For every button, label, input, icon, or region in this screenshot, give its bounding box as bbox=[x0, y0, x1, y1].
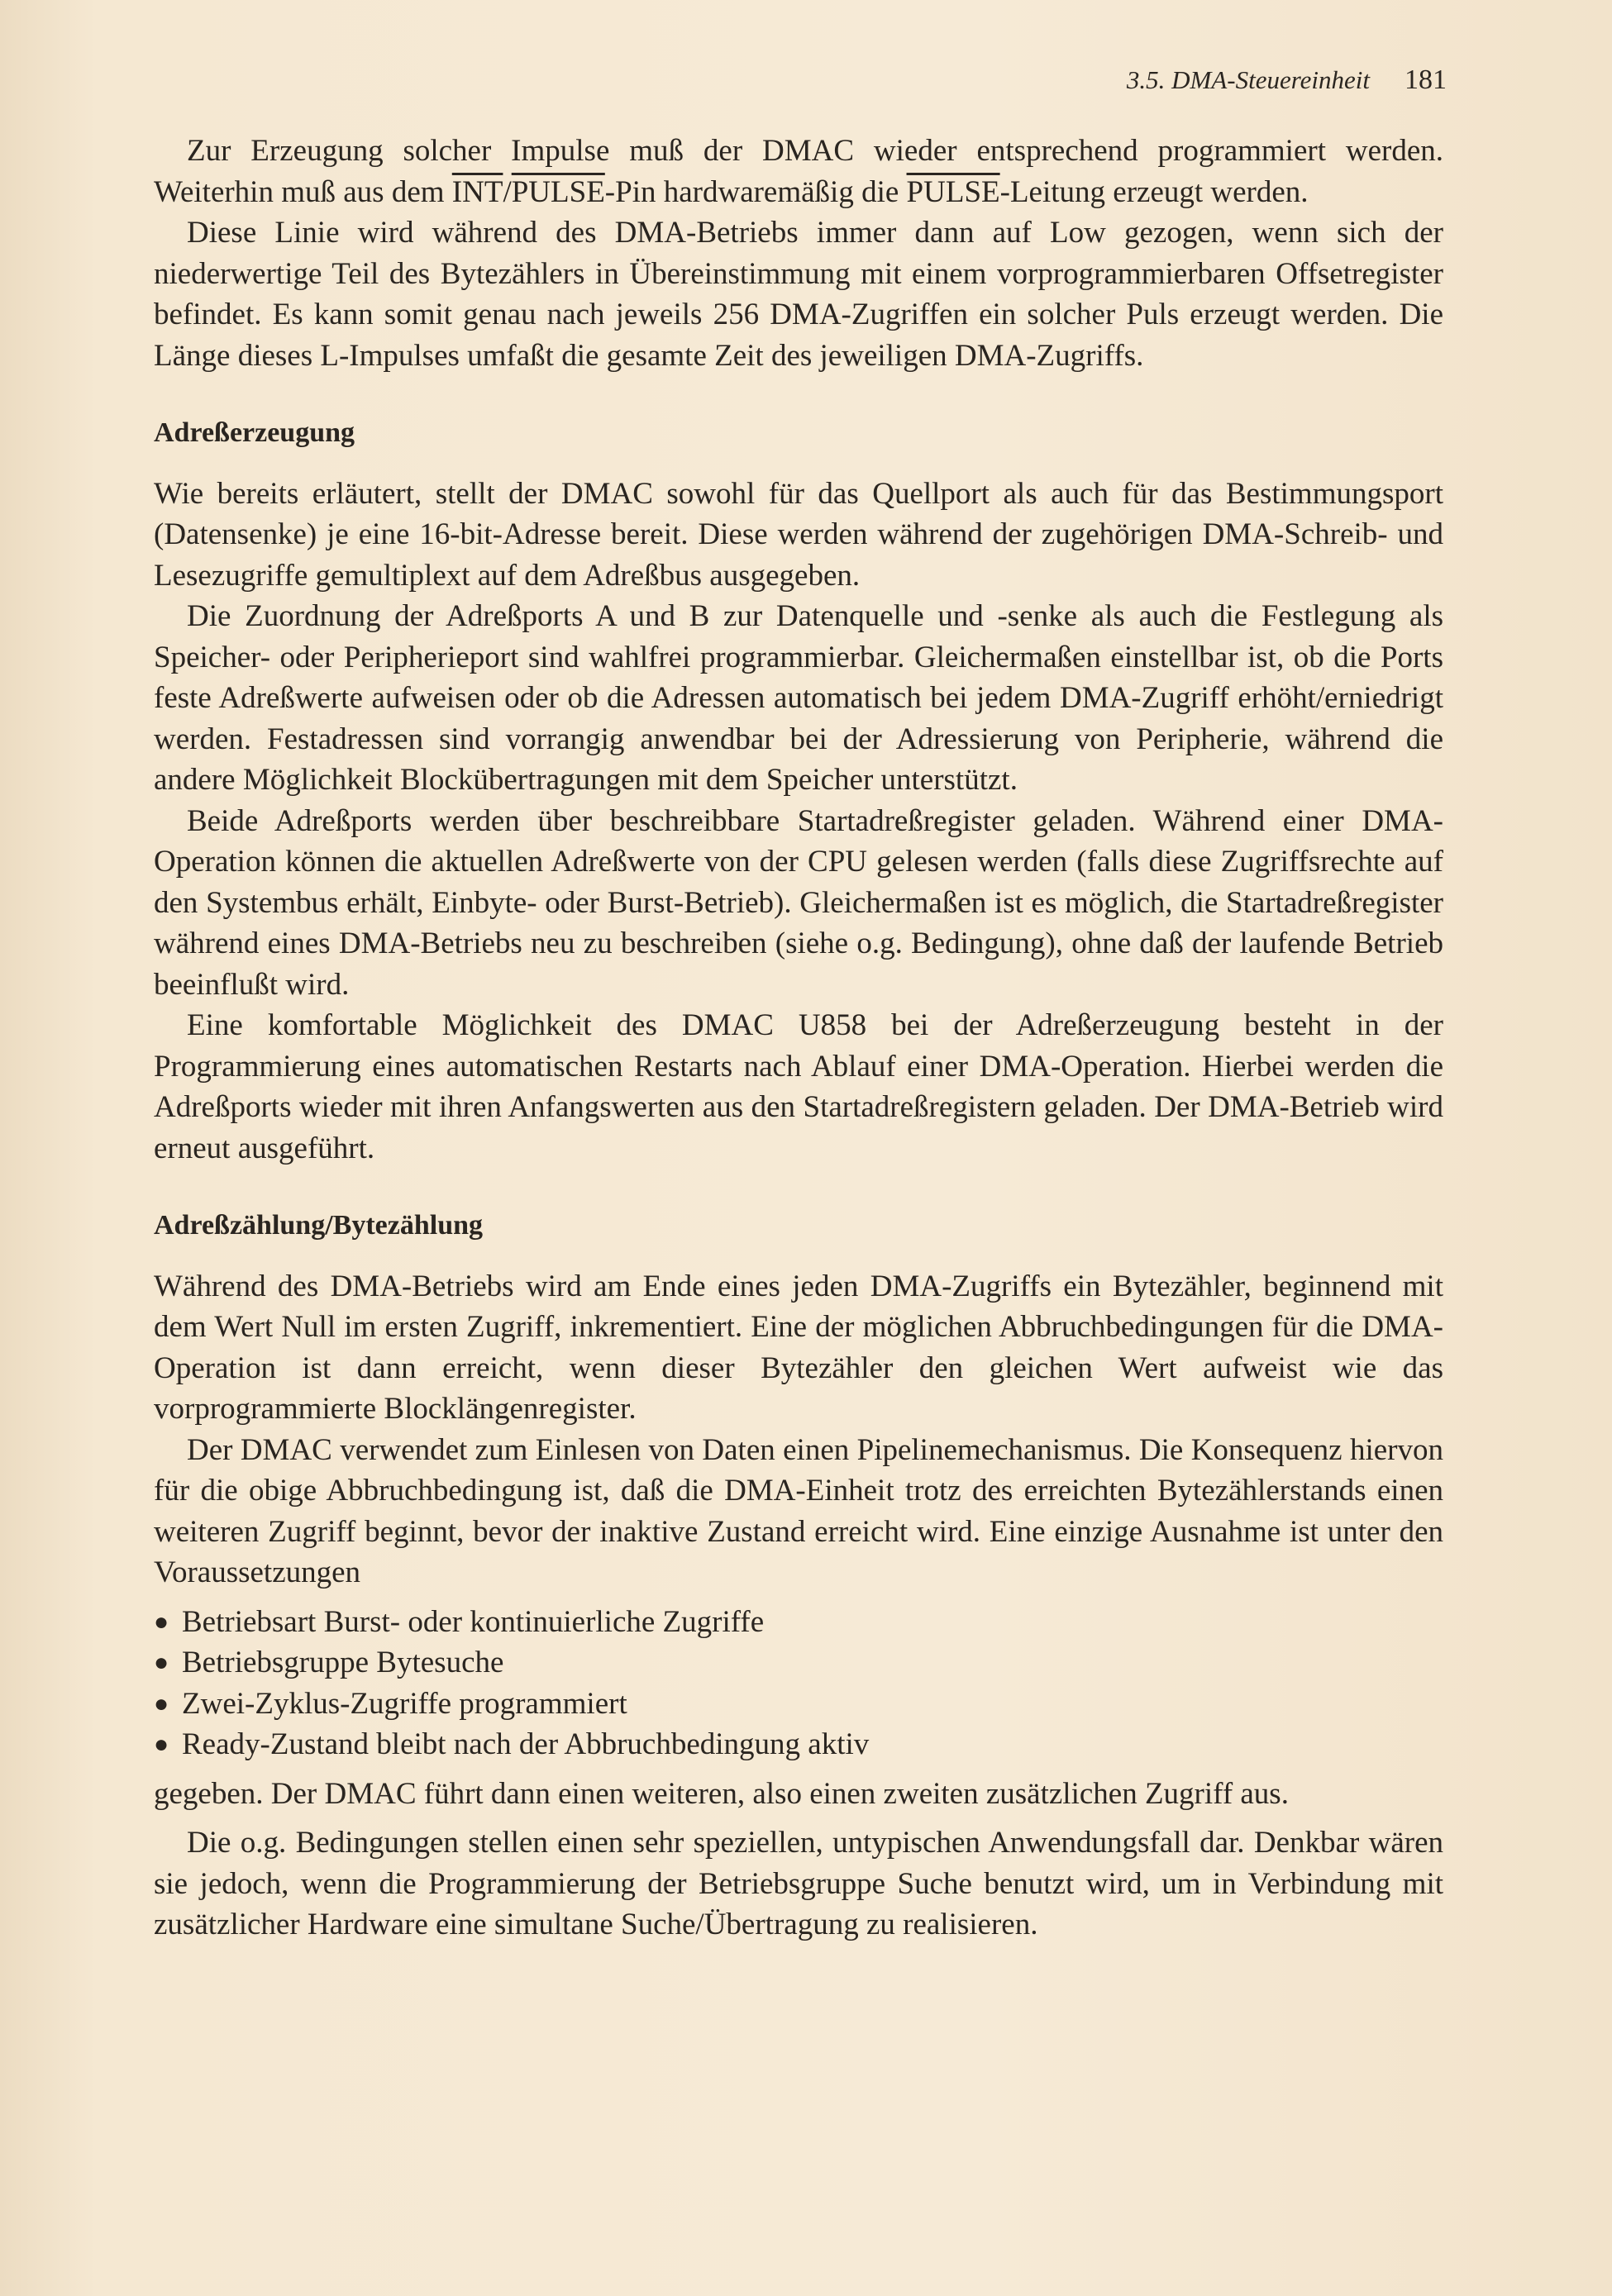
paragraph-pipeline: Der DMAC verwendet zum Einlesen von Daten einen Pipelinemechanismus. Die Konsequenz hiervon für die obige Abbruchbedingung ist, daß die DMA-Einheit trotz des erreichten Bytezählerstands einen weiteren Zugriff beginnt, bevor der inaktive Zustand erreicht wird. Eine einzige Ausnahme ist unter den Voraussetzungen bbox=[154, 1432, 1443, 1589]
paragraph-low-line: Diese Linie wird während des DMA-Betriebs immer dann auf Low gezogen, wenn sich der niederwertige Teil des Bytezählers in Übereinstimmung mit einem vorprogrammierbaren Offsetregister befindet. Es kann somit genau nach jeweils 256 DMA-Zugriffen ein solcher Puls erzeugt werden. Die Länge dieses L-Impulses umfaßt die gesamte Zeit des jeweiligen DMA-Zugriffs. bbox=[154, 216, 1443, 373]
paragraph-address-intro: Wie bereits erläutert, stellt der DMAC sowohl für das Quellport als auch für das Bestimmungsport (Datensenke) je eine 16-bit-Adresse bereit. Diese werden während der zugehörigen DMA-Schreib- und Lesezugriffe gemultiplext auf dem Adreßbus ausgegeben. bbox=[154, 476, 1443, 593]
paragraph-start-registers: Beide Adreßports werden über beschreibbare Startadreßregister geladen. Während einer DMA-Operation können die aktuellen Adreßwerte von der CPU gelesen werden (falls diese Zugriffsrechte auf den Systembus erhält, Einbyte- oder Burst-Betrieb). Gleichermaßen ist es möglich, die Startadreßregister während eines DMA-Betriebs neu zu beschreiben (siehe o.g. Bedingung), ohne daß der laufende Betrieb beeinflußt wird. bbox=[154, 803, 1443, 1002]
list-item-text: Betriebsart Burst- oder kontinuierliche Zugriffe bbox=[182, 1604, 765, 1639]
list-item bbox=[154, 1724, 1443, 1765]
paragraph-special-case: Die o.g. Bedingungen stellen einen sehr speziellen, untypischen Anwendungsfall dar. Denkbar wären sie jedoch, wenn die Programmierung der Betriebsgruppe Suche benutzt wird, um in Verbindung mit zusätzlicher Hardware eine simultane Suche/Übertragung zu realisieren. bbox=[154, 1826, 1443, 1941]
list-item bbox=[154, 1684, 1443, 1725]
bullet-icon: ● bbox=[154, 1689, 169, 1717]
list-item bbox=[154, 1602, 1443, 1643]
bullet-icon: ● bbox=[154, 1649, 169, 1676]
paragraph-pulse-text-c: -Leitung erzeugt werden. bbox=[999, 174, 1309, 209]
pulse-signal: PULSE bbox=[511, 174, 605, 209]
signal-slash: / bbox=[503, 174, 512, 209]
list-item-text: Zwei-Zyklus-Zugriffe programmiert bbox=[182, 1686, 627, 1721]
paragraph-given: gegeben. Der DMAC führt dann einen weiteren, also einen zweiten zusätzlichen Zugriff aus. bbox=[154, 1776, 1289, 1811]
int-signal: $\overline{INT}$ bbox=[451, 174, 503, 209]
heading-address-byte-count: Adreßzählung/Bytezählung bbox=[154, 1210, 484, 1241]
section-title: 3.5. DMA-Steuereinheit bbox=[1126, 65, 1370, 94]
paragraph-pulse bbox=[154, 131, 1443, 212]
running-header bbox=[1017, 64, 1447, 106]
pulse-signal-line: PULSE bbox=[906, 174, 1000, 209]
paragraph-pulse-text-a: Zur Erzeugung solcher Impulse muß der DMAC wieder entsprechend programmiert werden. Weiterhin muß aus dem bbox=[154, 134, 1443, 209]
list-item-text: Ready-Zustand bleibt nach der Abbruchbedingung aktiv bbox=[182, 1727, 870, 1761]
paragraph-pulse-text-b: -Pin hardwaremäßig die bbox=[604, 174, 907, 209]
page-body bbox=[154, 131, 1443, 1946]
list-item-text: Betriebsgruppe Bytesuche bbox=[182, 1646, 504, 1679]
paragraph-byte-counter: Während des DMA-Betriebs wird am Ende eines jeden DMA-Zugriffs ein Bytezähler, beginnend mit dem Wert Null im ersten Zugriff, inkrementiert. Eine der möglichen Abbruchbedingungen für die DMA-Operation ist dann erreicht, wenn dieser Bytezähler den gleichen Wert aufweist wie das vorprogrammierte Blocklängenregister. bbox=[154, 1269, 1443, 1426]
list-item bbox=[154, 1642, 1443, 1684]
bullet-icon: ● bbox=[154, 1731, 169, 1758]
page-number: 181 bbox=[1405, 64, 1447, 95]
heading-address-generation: Adreßerzeugung bbox=[154, 417, 355, 448]
paragraph-restart: Eine komfortable Möglichkeit des DMAC U858 bei der Adreßerzeugung besteht in der Programmierung eines automatischen Restarts nach Ablauf einer DMA-Operation. Hierbei werden die Adreßports wieder mit ihren Anfangswerten aus den Startadreßregistern geladen. Der DMA-Betrieb wird erneut ausgeführt. bbox=[154, 1008, 1443, 1165]
conditions-list bbox=[154, 1602, 1443, 1765]
bullet-icon: ● bbox=[154, 1608, 169, 1636]
paragraph-address-ports: Die Zuordnung der Adreßports A und B zur Datenquelle und -senke als auch die Festlegung als Speicher- oder Peripherieport sind wahlfrei programmierbar. Gleichermaßen einstellbar ist, ob die Ports feste Adreßwerte aufweisen oder ob die Adressen automatisch bei jedem DMA-Zugriff erhöht/erniedrigt werden. Festadressen sind vorrangig anwendbar bei der Adressierung von Peripherie, während die andere Möglichkeit Blockübertragungen mit dem Speicher unterstützt. bbox=[154, 599, 1443, 797]
